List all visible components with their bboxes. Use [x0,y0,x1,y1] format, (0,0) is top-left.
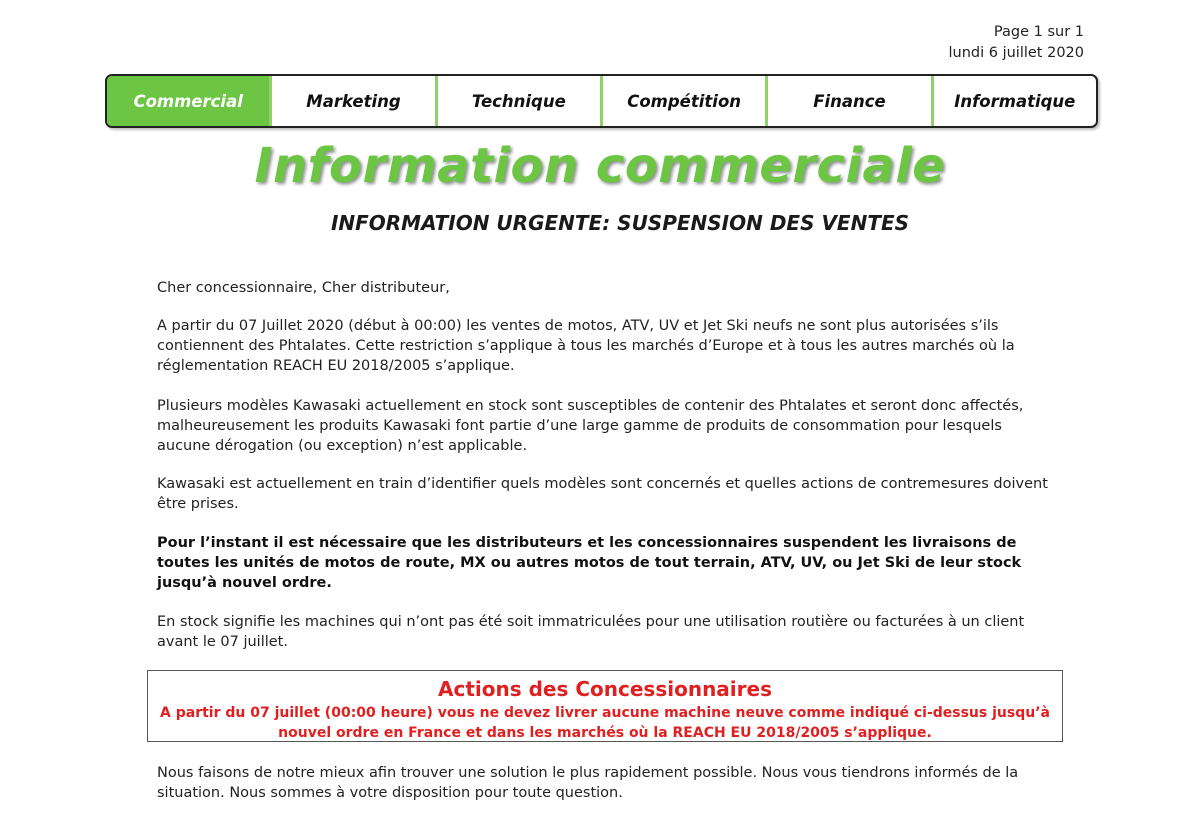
letter-greeting [157,278,1057,298]
page-title: Information commerciale [254,138,946,194]
paragraph-1 [157,316,1057,376]
department-tabbar [105,74,1098,128]
tab-commercial[interactable]: Commercial [107,76,272,126]
tab-finance[interactable]: Finance [768,76,933,126]
paragraph-5 [157,612,1057,652]
dealer-actions-text: A partir du 07 juillet (00:00 heure) vous ne devez livrer aucune machine neuve comme indiqué ci-dessus jusqu’à nouvel ordre en France et dans les marchés où la REACH EU 2018/2005 s’applique. [160,705,1050,741]
page-date: lundi 6 juillet 2020 [948,45,1084,61]
paragraph-5-text: En stock signifie les machines qui n’ont pas été soit immatriculées pour une utilisation routière ou facturées à un client avant le 07 juillet. [157,614,1025,650]
tab-technique[interactable]: Technique [438,76,603,126]
dealer-actions-title: Actions des Concessionnaires [438,677,772,701]
tab-informatique[interactable]: Informatique [954,91,1076,111]
paragraph-6-text: Nous faisons de notre mieux afin trouver une solution le plus rapidement possible. Nous vous tiendrons informés de la situation. Nous sommes à votre disposition pour toute question. [157,765,1019,801]
paragraph-1-text: A partir du 07 Juillet 2020 (début à 00:00) les ventes de motos, ATV, UV et Jet Ski neufs ne sont plus autorisées s’ils contiennent des Phtalates. Cette restriction s’applique à tous les marchés d’Europe et à tous les autres marchés où la réglementation REACH EU 2018/2005 s’applique. [157,318,1015,374]
page-number: Page 1 sur 1 [993,24,1084,40]
paragraph-2 [157,396,1057,456]
paragraph-3-text: Kawasaki est actuellement en train d’identifier quels modèles sont concernés et quelles actions de contremesures doivent être prises. [157,476,1048,512]
page-subtitle: INFORMATION URGENTE: SUSPENSION DES VENTES [330,211,910,235]
paragraph-3 [157,474,1057,514]
page-meta [948,22,1084,64]
tab-marketing[interactable]: Marketing [272,76,437,126]
dealer-actions-box [147,670,1063,742]
tab-competition[interactable]: Compétition [603,76,768,126]
greeting-text: Cher concessionnaire, Cher distributeur, [157,280,450,296]
paragraph-4-text: Pour l’instant il est nécessaire que les distributeurs et les concessionnaires suspendent les livraisons de toutes les unités de motos de route, MX ou autres motos de tout terrain, ATV, UV, ou Jet Ski de leur stock jusqu’à nouvel ordre. [157,535,1022,591]
paragraph-6 [157,763,1057,803]
paragraph-4 [157,533,1057,593]
paragraph-2-text: Plusieurs modèles Kawasaki actuellement en stock sont susceptibles de contenir des Phtalates et seront donc affectés, malheureusement les produits Kawasaki font partie d’une large gamme de produits de consommation pour lesquels aucune dérogation (ou exception) n’est applicable. [157,398,1024,454]
